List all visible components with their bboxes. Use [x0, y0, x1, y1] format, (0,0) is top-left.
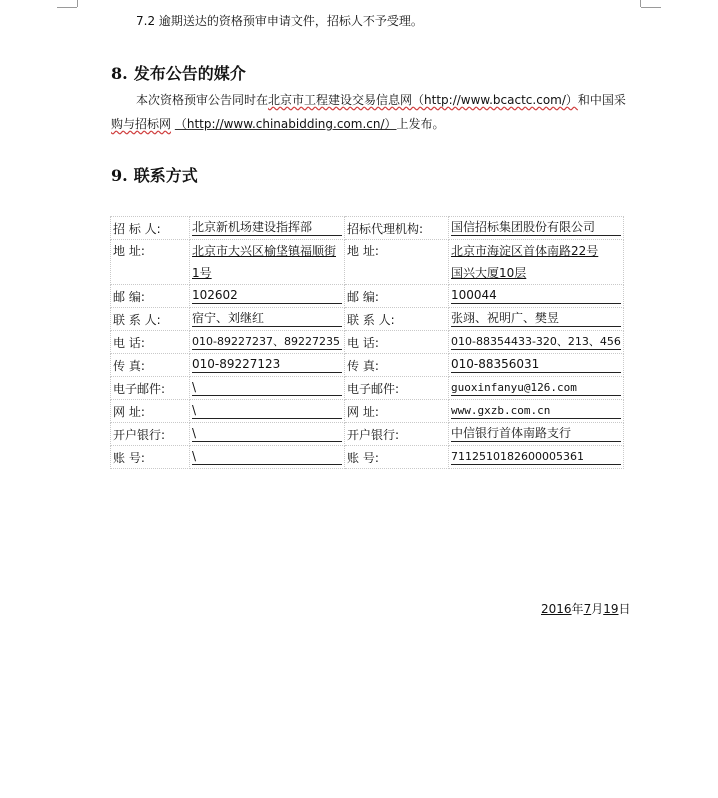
agency-postcode: 100044: [451, 288, 621, 304]
email-value: [190, 377, 345, 400]
agency-bank: 中信银行首体南路支行: [451, 426, 621, 442]
agency-bank-label: 开户银行:: [345, 423, 449, 446]
table-row: [111, 400, 624, 423]
table-row: [111, 354, 624, 377]
table-row: [111, 331, 624, 354]
postcode: 102602: [192, 288, 342, 304]
document-date: [541, 600, 631, 618]
postcode-label: 邮 编:: [111, 285, 190, 308]
fax: 010-89227123: [192, 357, 342, 373]
agency-bank-value: [449, 423, 624, 446]
date-day: 19: [603, 602, 619, 616]
tenderer-value: [190, 217, 345, 240]
agency-postcode-value: [449, 285, 624, 308]
address-line2: 1号: [192, 266, 212, 280]
agency-postcode-label: 邮 编:: [345, 285, 449, 308]
date-year-suffix: 年: [571, 602, 584, 616]
agency-label: 招标代理机构:: [345, 217, 449, 240]
fax-label: 传 真:: [111, 354, 190, 377]
table-row: [111, 423, 624, 446]
section-8-title: 发布公告的媒介: [133, 64, 246, 83]
table-row: [111, 308, 624, 331]
table-row: [111, 377, 624, 400]
section-8-para-line2: [111, 116, 445, 132]
agency-contact-person: 张翊、祝明广、樊昱: [451, 311, 621, 327]
postcode-value: [190, 285, 345, 308]
agency-website-link[interactable]: www.gxzb.com.cn: [451, 403, 621, 419]
section-8-number: 8.: [111, 64, 128, 83]
date-year: 2016: [541, 602, 572, 616]
phone: 010-89227237、89227235: [192, 334, 342, 350]
para-text: 和中国采: [577, 93, 626, 107]
agency-email-value: [449, 377, 624, 400]
agency-phone-label: 电 话:: [345, 331, 449, 354]
agency-value: [449, 217, 624, 240]
website-label: 网 址:: [111, 400, 190, 423]
agency-fax: 010-88356031: [451, 357, 621, 373]
bank-value: [190, 423, 345, 446]
section-9-title: 联系方式: [133, 166, 198, 185]
agency-account-value: [449, 446, 624, 469]
crop-mark-right: [640, 0, 641, 7]
section-9-number: 9.: [111, 166, 128, 185]
para-text: 本次资格预审公告同时在: [136, 93, 269, 107]
section-8-para-line1: [136, 92, 626, 108]
para-text: 上发布。: [396, 117, 445, 131]
account-value: [190, 446, 345, 469]
bcactc-link[interactable]: 北京市工程建设交易信息网（http://www.bcactc.com/）: [268, 93, 578, 107]
website-value: [190, 400, 345, 423]
agency-phone: 010-88354433-320、213、456: [451, 335, 621, 348]
section-9-heading: [111, 166, 198, 186]
agency-fax-value: [449, 354, 624, 377]
agency-address-line1: 北京市海淀区首体南路22号: [451, 244, 599, 258]
phone-label: 电 话:: [111, 331, 190, 354]
contact-table: [110, 216, 624, 469]
agency-fax-label: 传 真:: [345, 354, 449, 377]
chinabidding-link[interactable]: （http://www.chinabidding.com.cn/）: [174, 117, 397, 131]
crop-mark-left-h: [57, 7, 77, 8]
website: \: [192, 403, 342, 419]
table-row: [111, 217, 624, 240]
contact-person-label: 联 系 人:: [111, 308, 190, 331]
bank: \: [192, 426, 342, 442]
agency-website-label: 网 址:: [345, 400, 449, 423]
address-line1: 北京市大兴区榆垡镇福顺街: [192, 244, 337, 258]
date-day-suffix: 日: [618, 602, 631, 616]
agency-contact-person-label: 联 系 人:: [345, 308, 449, 331]
section-8-heading: [111, 64, 246, 84]
crop-mark-left: [77, 0, 78, 7]
tenderer-name: 北京新机场建设指挥部: [192, 220, 342, 236]
agency-contact-person-value: [449, 308, 624, 331]
agency-name: 国信招标集团股份有限公司: [451, 220, 621, 236]
date-month-suffix: 月: [591, 602, 604, 616]
table-row: [111, 240, 624, 285]
tenderer-label: 招 标 人:: [111, 217, 190, 240]
crop-mark-right-h: [641, 7, 661, 8]
agency-account-label: 账 号:: [345, 446, 449, 469]
table-row: [111, 446, 624, 469]
item-7-2-text: 7.2 逾期送达的资格预审申请文件，招标人不予受理。: [136, 14, 423, 28]
para-text: 购与招标网: [111, 117, 172, 131]
agency-email-link[interactable]: guoxinfanyu@126.com: [451, 380, 621, 396]
agency-address-line2: 国兴大厦10层: [451, 266, 527, 280]
date-month: 7: [583, 602, 592, 616]
agency-address-value: [449, 240, 624, 285]
account-label: 账 号:: [111, 446, 190, 469]
fax-value: [190, 354, 345, 377]
address-label: 地 址:: [111, 240, 190, 285]
bank-label: 开户银行:: [111, 423, 190, 446]
contact-person-value: [190, 308, 345, 331]
agency-website-value: [449, 400, 624, 423]
email-label: 电子邮件:: [111, 377, 190, 400]
table-row: [111, 285, 624, 308]
account: \: [192, 449, 342, 465]
agency-email-label: 电子邮件:: [345, 377, 449, 400]
phone-value: [190, 331, 345, 354]
agency-address-label: 地 址:: [345, 240, 449, 285]
email: \: [192, 380, 342, 396]
agency-account: 7112510182600005361: [451, 449, 621, 465]
agency-phone-value: [449, 331, 624, 354]
address-value: [190, 240, 345, 285]
contact-person: 宿宁、刘继红: [192, 311, 342, 327]
